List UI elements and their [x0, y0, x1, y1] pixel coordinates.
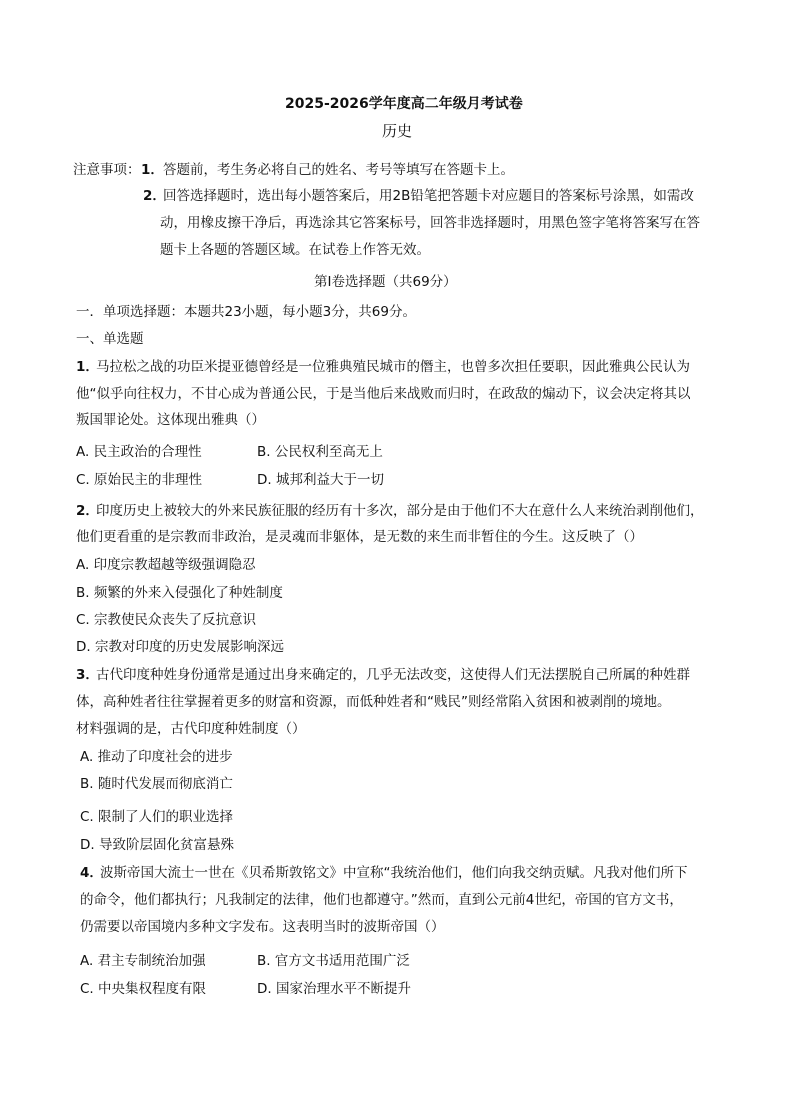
option-c: C. 限制了人们的职业选择 — [80, 809, 234, 825]
notes-label: 注意事项： — [73, 162, 141, 178]
option-d: D. 导致阶层固化贫富悬殊 — [80, 837, 234, 853]
note-text: 答题前，考生务必将自己的姓名、考号等填写在答题卡上。 — [163, 162, 514, 178]
option-a: A. 君主专制统治加强 — [80, 953, 206, 969]
question-text: 他“似乎向往权力，不甘心成为普通公民，于是当他后来战败而归时，在政敌的煽动下，议会决定将其以 — [76, 386, 691, 402]
sub-heading: 一、单选题 — [76, 331, 144, 347]
question-number: 3． — [76, 667, 99, 683]
question-text: 叛国罪论处。这体现出雅典（） — [76, 412, 265, 428]
question-text: 波斯帝国大流士一世在《贝希斯敦铭文》中宣称“我统治他们，他们向我交纳贡赋。凡我对他们所下 — [100, 865, 688, 881]
question-text: 他们更看重的是宗教而非政治，是灵魂而非躯体，是无数的来生而非暂住的今生。这反映了（） — [76, 529, 643, 545]
note-number: 1． — [141, 162, 164, 178]
option-c: C. 宗教使民众丧失了反抗意识 — [76, 612, 257, 628]
option-b: B. 官方文书适用范围广泛 — [257, 953, 410, 969]
option-c: C. 原始民主的非理性 — [76, 472, 203, 488]
question-text: 仍需要以帝国境内多种文字发布。这表明当时的波斯帝国（） — [80, 919, 445, 935]
option-b: B. 频繁的外来入侵强化了种姓制度 — [76, 585, 283, 601]
option-d: D. 国家治理水平不断提升 — [257, 981, 411, 997]
question-text: 材料强调的是，古代印度种姓制度（） — [76, 721, 306, 737]
question-number: 4． — [80, 865, 103, 881]
note-text: 题卡上各题的答题区域。在试卷上作答无效。 — [160, 242, 430, 258]
option-a: A. 印度宗教超越等级强调隐忍 — [76, 557, 256, 573]
question-text: 体，高种姓者往往掌握着更多的财富和资源，而低种姓者和“贱民”则经常陷入贫困和被剥削的境地。 — [76, 694, 671, 710]
question-text: 印度历史上被较大的外来民族征服的经历有十多次，部分是由于他们不大在意什么人来统治剥削他们， — [96, 503, 704, 519]
part-title: 第Ⅰ卷选择题（共69分） — [314, 274, 457, 290]
option-c: C. 中央集权程度有限 — [80, 981, 207, 997]
section-heading: 一．单项选择题：本题共23小题，每小题3分，共69分。 — [76, 304, 416, 320]
subject-title: 历史 — [382, 122, 413, 140]
option-a: A. 民主政治的合理性 — [76, 444, 202, 460]
question-text: 马拉松之战的功臣米提亚德曾经是一位雅典殖民城市的僭主，也曾多次担任要职，因此雅典公民认为 — [96, 359, 690, 375]
question-number: 1． — [76, 359, 99, 375]
question-text: 的命令，他们都执行；凡我制定的法律，他们也都遵守。”然而，直到公元前4世纪，帝国的官方文书， — [80, 892, 683, 908]
note-text: 动，用橡皮擦干净后，再选涂其它答案标号，回答非选择题时，用黑色签字笔将答案写在答 — [160, 215, 700, 231]
exam-title: 2025-2026学年度高二年级月考试卷 — [285, 96, 523, 112]
option-a: A. 推动了印度社会的进步 — [80, 749, 233, 765]
note-text: 回答选择题时，选出每小题答案后，用2B铅笔把答题卡对应题目的答案标号涂黑，如需改 — [163, 188, 694, 204]
option-b: B. 公民权利至高无上 — [257, 444, 383, 460]
option-b: B. 随时代发展而彻底消亡 — [80, 776, 233, 792]
note-number: 2． — [143, 188, 166, 204]
option-d: D. 宗教对印度的历史发展影响深远 — [76, 639, 284, 655]
option-d: D. 城邦利益大于一切 — [257, 472, 384, 488]
question-text: 古代印度种姓身份通常是通过出身来确定的，几乎无法改变，这使得人们无法摆脱自己所属的种姓群 — [96, 667, 690, 683]
question-number: 2． — [76, 503, 99, 519]
